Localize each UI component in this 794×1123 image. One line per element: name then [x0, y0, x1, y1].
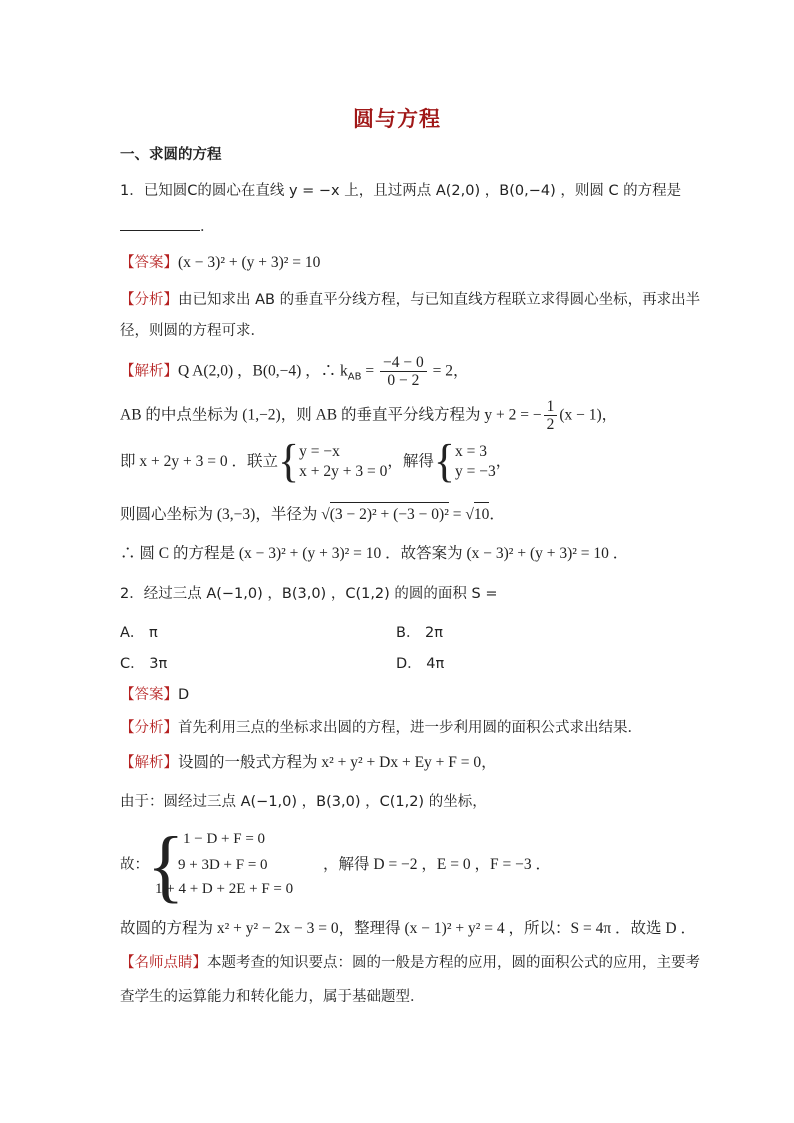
- question-2-conclusion: 故圆的方程为 x² + y² − 2x − 3 = 0，整理得 (x − 1)² + y² = 4 ，所以：S = 4π ．故选 D ．: [120, 920, 696, 937]
- option-a[interactable]: A． π: [120, 625, 158, 641]
- system-solution: ，解得 D = −2 ，E = 0 ，F = −3 ．: [323, 856, 551, 873]
- page-title: 圆与方程: [353, 107, 441, 131]
- answer-formula: (x − 3)² + (y + 3)² = 10: [178, 254, 321, 271]
- question-1-solution-line3: 即 x + 2y + 3 = 0 ．联立{ y = −x x + 2y + 3 = 0 ，解得{ x = 3 y = −3 ，: [120, 435, 512, 488]
- analysis-tag: 【分析】: [120, 292, 178, 308]
- answer-blank: [120, 216, 200, 231]
- question-1-solution-line4: 则圆心坐标为 (3,−3)，半径为 √(3 − 2)² + (−3 − 0)² = √10．: [120, 502, 505, 526]
- answer-tag: 【答案】: [120, 687, 178, 703]
- half-fraction: $\frac{1}{2}$: [544, 398, 558, 433]
- question-2-analysis: 【分析】首先利用三点的坐标求出圆的方程，进一步利用圆的面积公式求出结果．: [120, 720, 642, 736]
- question-2-answer: 【答案】D: [120, 687, 190, 703]
- question-2-solution-line2: 由于：圆经过三点 A(−1,0) ，B(3,0) ，C(1,2) 的坐标，: [120, 794, 487, 810]
- equation-system-2: x = 3 y = −3: [454, 443, 496, 480]
- teacher-note-line1: 【名师点睛】本题考查的知识要点：圆的一般是方程的应用，圆的面积公式的应用，主要考: [120, 955, 700, 971]
- question-1-blank: ．: [120, 216, 215, 238]
- question-1-solution-line2: AB 的中点坐标为 (1,−2)，则 AB 的垂直平分线方程为 y + 2 = − $\frac{1}{2}$ (x − 1)，: [120, 398, 618, 433]
- equation-system-1: y = −x x + 2y + 3 = 0: [299, 443, 388, 480]
- system-equation-3: 1 + 4 + D + 2E + F = 0: [155, 881, 294, 897]
- slope-fraction: $\frac{-4 - 0}{0 - 2}$: [380, 354, 427, 389]
- teacher-note-line2: 查学生的运算能力和转化能力，属于基础题型．: [120, 989, 425, 1005]
- option-b[interactable]: B． 2π: [396, 625, 444, 641]
- left-brace-icon: {: [277, 435, 300, 488]
- large-left-brace-icon: {: [147, 818, 185, 911]
- question-1-solution-line1: 【解析】Q A(2,0) ，B(0,−4) ，∴ $k_{AB}$ = $\frac{-4 - 0}{0 - 2}$ = 2，: [120, 354, 469, 389]
- analysis-tag: 【分析】: [120, 720, 178, 736]
- answer-tag: 【答案】: [120, 255, 178, 271]
- option-c[interactable]: C． 3π: [120, 656, 168, 672]
- question-1-analysis-line1: 【分析】由已知求出 AB 的垂直平分线方程，与已知直线方程联立求得圆心坐标，再求出半: [120, 292, 701, 308]
- question-1-text: 1．已知圆C的圆心在直线 y = −x 上，且过两点 A(2,0) ，B(0,−4) ，则圆 C 的方程是: [120, 183, 682, 199]
- question-1-conclusion: ∴ 圆 C 的方程是 (x − 3)² + (y + 3)² = 10 ．故答案为 (x − 3)² + (y + 3)² = 10 ．: [120, 545, 629, 562]
- question-1-analysis-line2: 径，则圆的方程可求．: [120, 323, 265, 339]
- question-2-system-label: 故：: [120, 857, 149, 873]
- teacher-note-tag: 【名师点睛】: [120, 955, 207, 971]
- left-brace-icon: {: [433, 435, 455, 488]
- question-2-text: 2．经过三点 A(−1,0) ，B(3,0) ，C(1,2) 的圆的面积 S =: [120, 586, 498, 602]
- question-1-answer: [120, 252, 320, 274]
- question-2-solution-line1: 【解析】设圆的一般式方程为 x² + y² + Dx + Ey + F = 0，: [120, 754, 497, 771]
- section-heading: 一、求圆的方程: [120, 147, 222, 163]
- system-equation-2: 9 + 3D + F = 0: [178, 857, 268, 873]
- option-d[interactable]: D． 4π: [396, 656, 445, 672]
- solution-tag: 【解析】: [120, 363, 178, 380]
- system-equation-1: 1 − D + F = 0: [183, 831, 266, 847]
- solution-tag: 【解析】: [120, 755, 178, 771]
